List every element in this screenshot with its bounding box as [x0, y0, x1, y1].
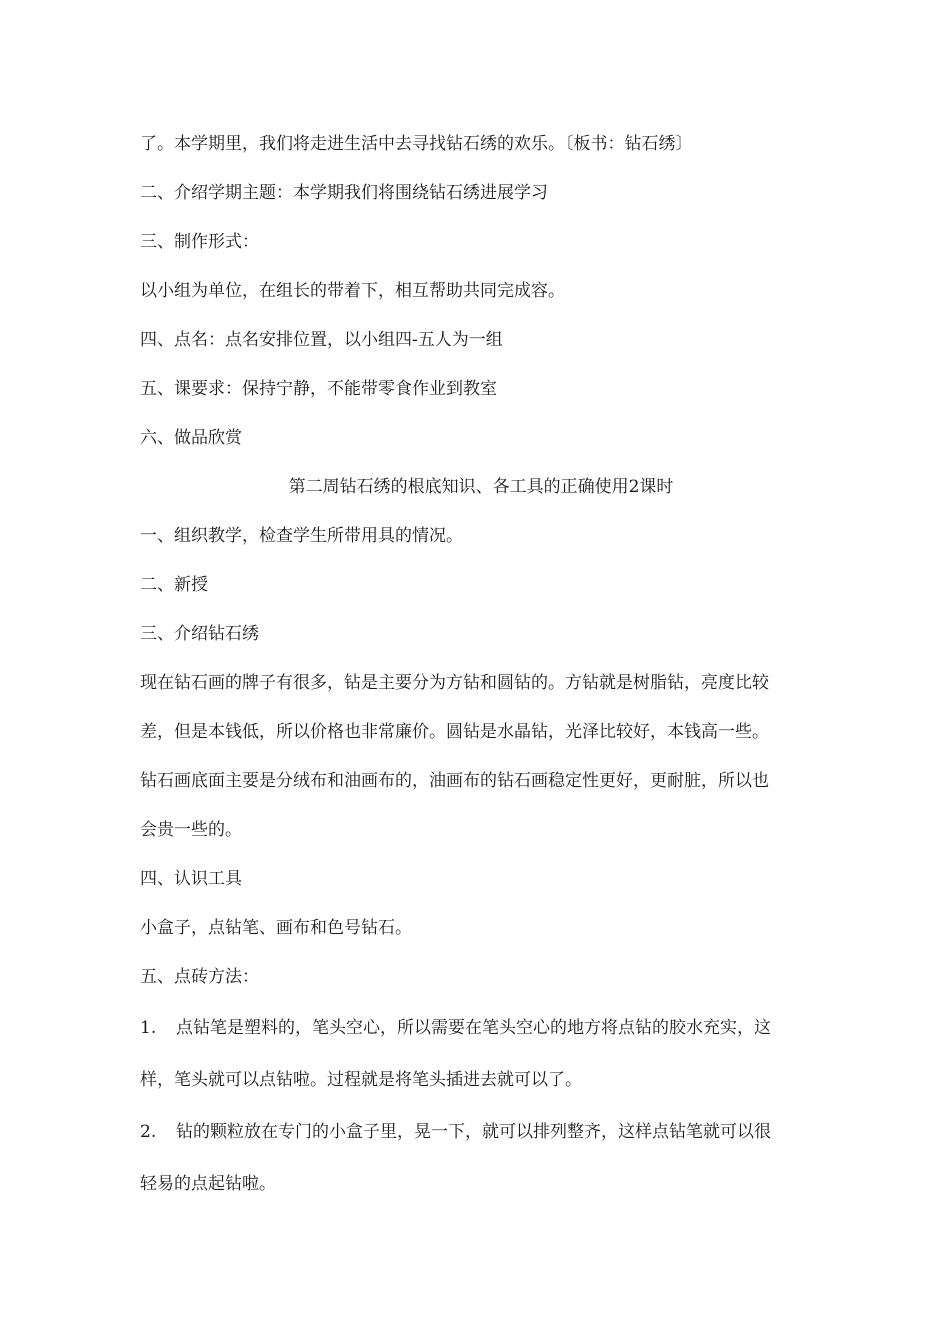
- section-heading: 四、点名：点名安排位置，以小组四-五人为一组: [140, 330, 503, 350]
- section-heading: 一、组织教学，检查学生所带用具的情况。: [140, 526, 463, 546]
- intro-paragraph-line: 现在钻石画的牌子有很多，钻是主要分为方钻和圆钻的。方钻就是树脂钻，亮度比较: [140, 673, 769, 693]
- week2-title: 第二周钻石绣的根底知识、各工具的正确使用2课时: [288, 477, 674, 497]
- step-text-line: 钻的颗粒放在专门的小盒子里，晃一下，就可以排列整齐，这样点钻笔就可以很: [176, 1122, 771, 1142]
- step-text-line: 点钻笔是塑料的，笔头空心，所以需要在笔头空心的地方将点钻的胶水充实，这: [176, 1018, 771, 1038]
- text-line: 小盒子，点钻笔、画布和色号钻石。: [140, 918, 412, 938]
- text-line: 以小组为单位，在组长的带着下，相互帮助共同完成容。: [140, 281, 565, 301]
- list-item: [140, 1106, 822, 1210]
- section-heading: 二、介绍学期主题：本学期我们将围绕钻石绣进展学习: [140, 183, 548, 203]
- intro-paragraph-line: 差，但是本钱低，所以价格也非常廉价。圆钻是水晶钻，光泽比较好，本钱高一些。: [140, 722, 769, 742]
- intro-paragraph-line: 会贵一些的。: [140, 820, 242, 840]
- document-page: [140, 120, 822, 1210]
- section-heading: 二、新授: [140, 575, 208, 595]
- section-heading: 五、课要求：保持宁静，不能带零食作业到教室: [140, 379, 497, 399]
- section-heading: 六、做品欣赏: [140, 428, 242, 448]
- intro-paragraph-line: 钻石画底面主要是分绒布和油画布的，油画布的钻石画稳定性更好，更耐脏，所以也: [140, 771, 769, 791]
- section-heading: 三、制作形式：: [140, 232, 259, 252]
- step-number: 2.: [140, 1122, 157, 1142]
- section-heading: 三、介绍钻石绣: [140, 624, 259, 644]
- text-line: 了。本学期里，我们将走进生活中去寻找钻石绣的欢乐。〔板书：钻石绣〕: [140, 134, 693, 154]
- step-text-line: 样，笔头就可以点钻啦。过程就是将笔头插进去就可以了。: [140, 1070, 582, 1090]
- step-text-line: 轻易的点起钻啦。: [140, 1174, 276, 1194]
- step-list: [140, 1002, 822, 1210]
- step-number: 1.: [140, 1018, 157, 1038]
- list-item: [140, 1002, 822, 1106]
- section-heading: 四、认识工具: [140, 869, 242, 889]
- section-heading: 五、点砖方法：: [140, 967, 259, 987]
